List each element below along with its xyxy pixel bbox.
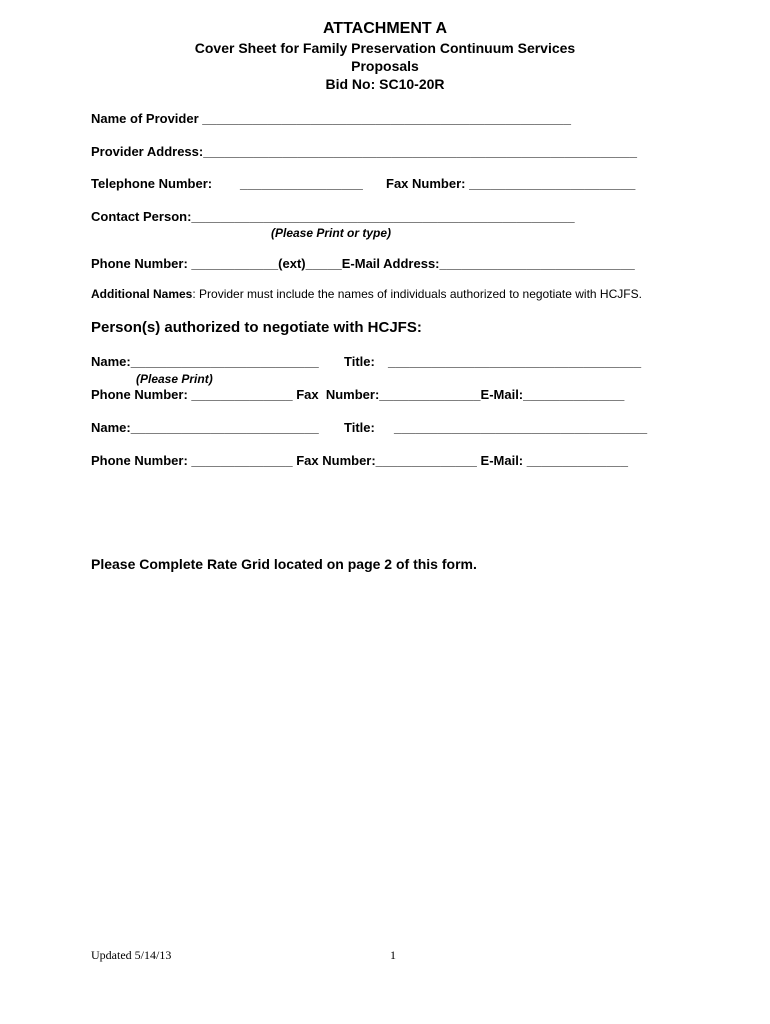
person1-title-label: Title: [344, 354, 375, 369]
updated-date: Updated 5/14/13 [91, 948, 172, 962]
person1-title-field[interactable]: ___________________________________ [388, 354, 642, 369]
document-subtitle: Cover Sheet for Family Preservation Continuum Services [194, 40, 576, 56]
contact-person-field[interactable]: Contact Person:_____________________________________________________ [91, 209, 575, 224]
phone-email-field[interactable]: Phone Number: ____________(ext)_____E-Mail Address:___________________________ [91, 256, 635, 271]
person2-title-field[interactable]: ___________________________________ [394, 420, 648, 435]
additional-names-label: Additional Names [91, 287, 193, 301]
person2-contact-field[interactable]: Phone Number: ______________ Fax Number:______________ E-Mail: ______________ [91, 453, 628, 468]
authorized-persons-heading: Person(s) authorized to negotiate with HCJFS: [91, 319, 422, 336]
rate-grid-instruction: Please Complete Rate Grid located on page 2 of this form. [91, 556, 477, 572]
person1-name-field[interactable]: Name:__________________________ [91, 354, 319, 369]
bid-number: Bid No: SC10-20R [325, 76, 445, 92]
page-number: 1 [390, 948, 396, 962]
provider-address-field[interactable]: Provider Address:____________________________________________________________ [91, 144, 638, 159]
person2-title-label: Title: [344, 420, 375, 435]
person2-name-field[interactable]: Name:__________________________ [91, 420, 319, 435]
additional-names-text: : Provider must include the names of individuals authorized to negotiate with HCJFS. [192, 287, 642, 301]
telephone-label: Telephone Number: [91, 176, 213, 191]
person1-contact-field[interactable]: Phone Number: ______________ Fax Number:______________E-Mail:______________ [91, 387, 625, 402]
please-print-note: (Please Print) [136, 372, 213, 386]
fax-field[interactable]: Fax Number: _______________________ [386, 176, 636, 191]
provider-name-field[interactable]: Name of Provider ___________________________________________________ [91, 111, 571, 126]
document-subtitle-continued: Proposals [351, 58, 419, 74]
additional-names-note [91, 287, 642, 301]
print-or-type-note: (Please Print or type) [271, 226, 392, 240]
document-title: ATTACHMENT A [322, 20, 448, 37]
telephone-field[interactable]: _________________ [240, 176, 363, 191]
